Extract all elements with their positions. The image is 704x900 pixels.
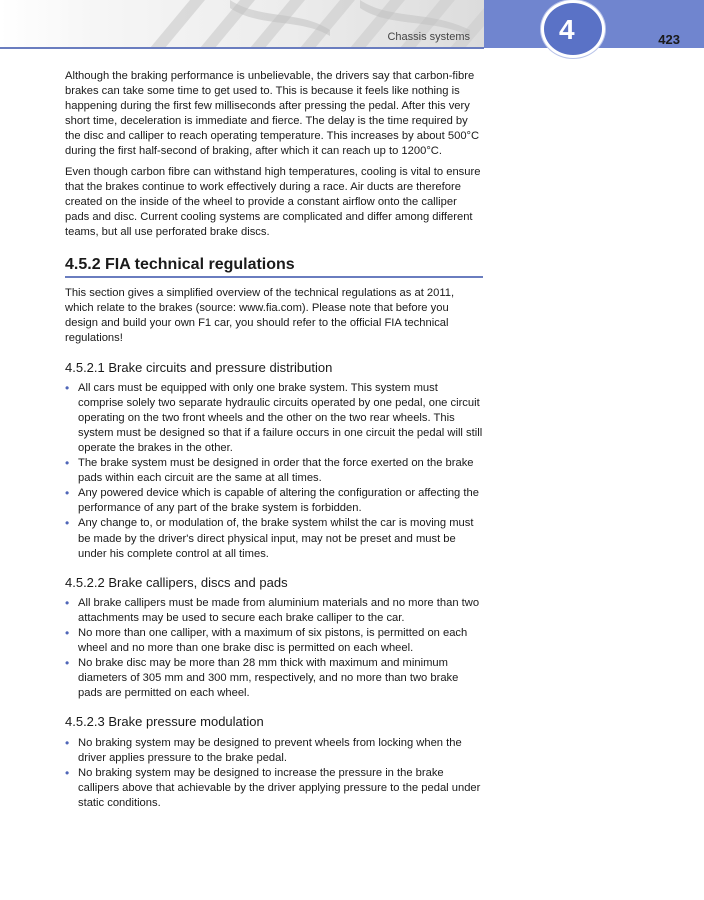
list-item: • The brake system must be designed in order that the force exerted on the brake pads within each circuit are the same at all times. — [65, 456, 483, 486]
bullet-list-1 — [65, 381, 483, 562]
running-header-section: Chassis systems — [387, 31, 470, 43]
list-item: • All brake callipers must be made from aluminium materials and no more than two attachments may be used to secure each brake calliper to the car. — [65, 596, 483, 626]
intro-paragraph-2: Even though carbon fibre can withstand high temperatures, cooling is vital to ensure that the brakes continue to work effectively during a race. Air ducts are therefore created on the inside of the wheel to provide a constant airflow onto the calliper pads and disc. Current cooling systems are complicated and differ among different teams, but all use perforated brake discs. — [65, 165, 481, 238]
list-item: • Any powered device which is capable of altering the configuration or affecting the performance of any part of the brake system is forbidden. — [65, 486, 483, 516]
list-item: • No brake disc may be more than 28 mm thick with maximum and minimum diameters of 305 mm and 300 mm, respectively, and no more than two brake pads are permitted on each wheel. — [65, 656, 483, 701]
section-heading: 4.5.2 FIA technical regulations — [65, 257, 483, 278]
list-item: • No braking system may be designed to increase the pressure in the brake callipers above that achievable by the driver applying pressure to the pedal under static conditions. — [65, 766, 483, 811]
list-item: • No braking system may be designed to prevent wheels from locking when the driver applies pressure to the brake pedal. — [65, 736, 483, 766]
list-item: • Any change to, or modulation of, the brake system whilst the car is moving must be made by the driver's direct physical input, may not be preset and must be under his complete control at all times. — [65, 516, 483, 561]
intro-paragraph-1: Although the braking performance is unbelievable, the drivers say that carbon-fibre brakes can take some time to get used to. This is because it feels like nothing is happening during the first few milliseconds after pressing the pedal. After this very short time, deceleration is immediate and fierce. The delay is the time required by the disc and calliper to reach operating temperature. This increases by about 500°C during the first half-second of braking, after which it can reach up to 1200°C. — [65, 70, 480, 158]
list-item: • No more than one calliper, with a maximum of six pistons, is permitted on each wheel and no more than one brake disc is permitted on each wheel. — [65, 626, 483, 656]
subsection-heading-3: 4.5.2.3 Brake pressure modulation — [65, 714, 264, 730]
subsection-heading-1: 4.5.2.1 Brake circuits and pressure distribution — [65, 359, 333, 375]
bullet-list-2 — [65, 596, 483, 702]
header-rule — [0, 47, 484, 49]
page-number: 423 — [658, 32, 680, 47]
page-body — [65, 69, 483, 811]
chapter-number: 4 — [559, 14, 575, 45]
section-intro: This section gives a simplified overview of the technical regulations as at 2011, which relate to the brakes (source: www.fia.com). Please note that before you design and build your own F1 car, you should refer to the official FIA technical regulations! — [65, 287, 455, 345]
subsection-heading-2: 4.5.2.2 Brake callipers, discs and pads — [65, 574, 288, 590]
page-header — [0, 0, 704, 48]
list-item: • All cars must be equipped with only one brake system. This system must comprise solely two separate hydraulic circuits operated by one pedal, one circuit operating on the two front wheels and the other on the two rear wheels. This system must be designed so that if a failure occurs in one circuit the pedal will still operate the brakes in the other. — [65, 381, 483, 456]
bullet-list-3 — [65, 736, 483, 811]
